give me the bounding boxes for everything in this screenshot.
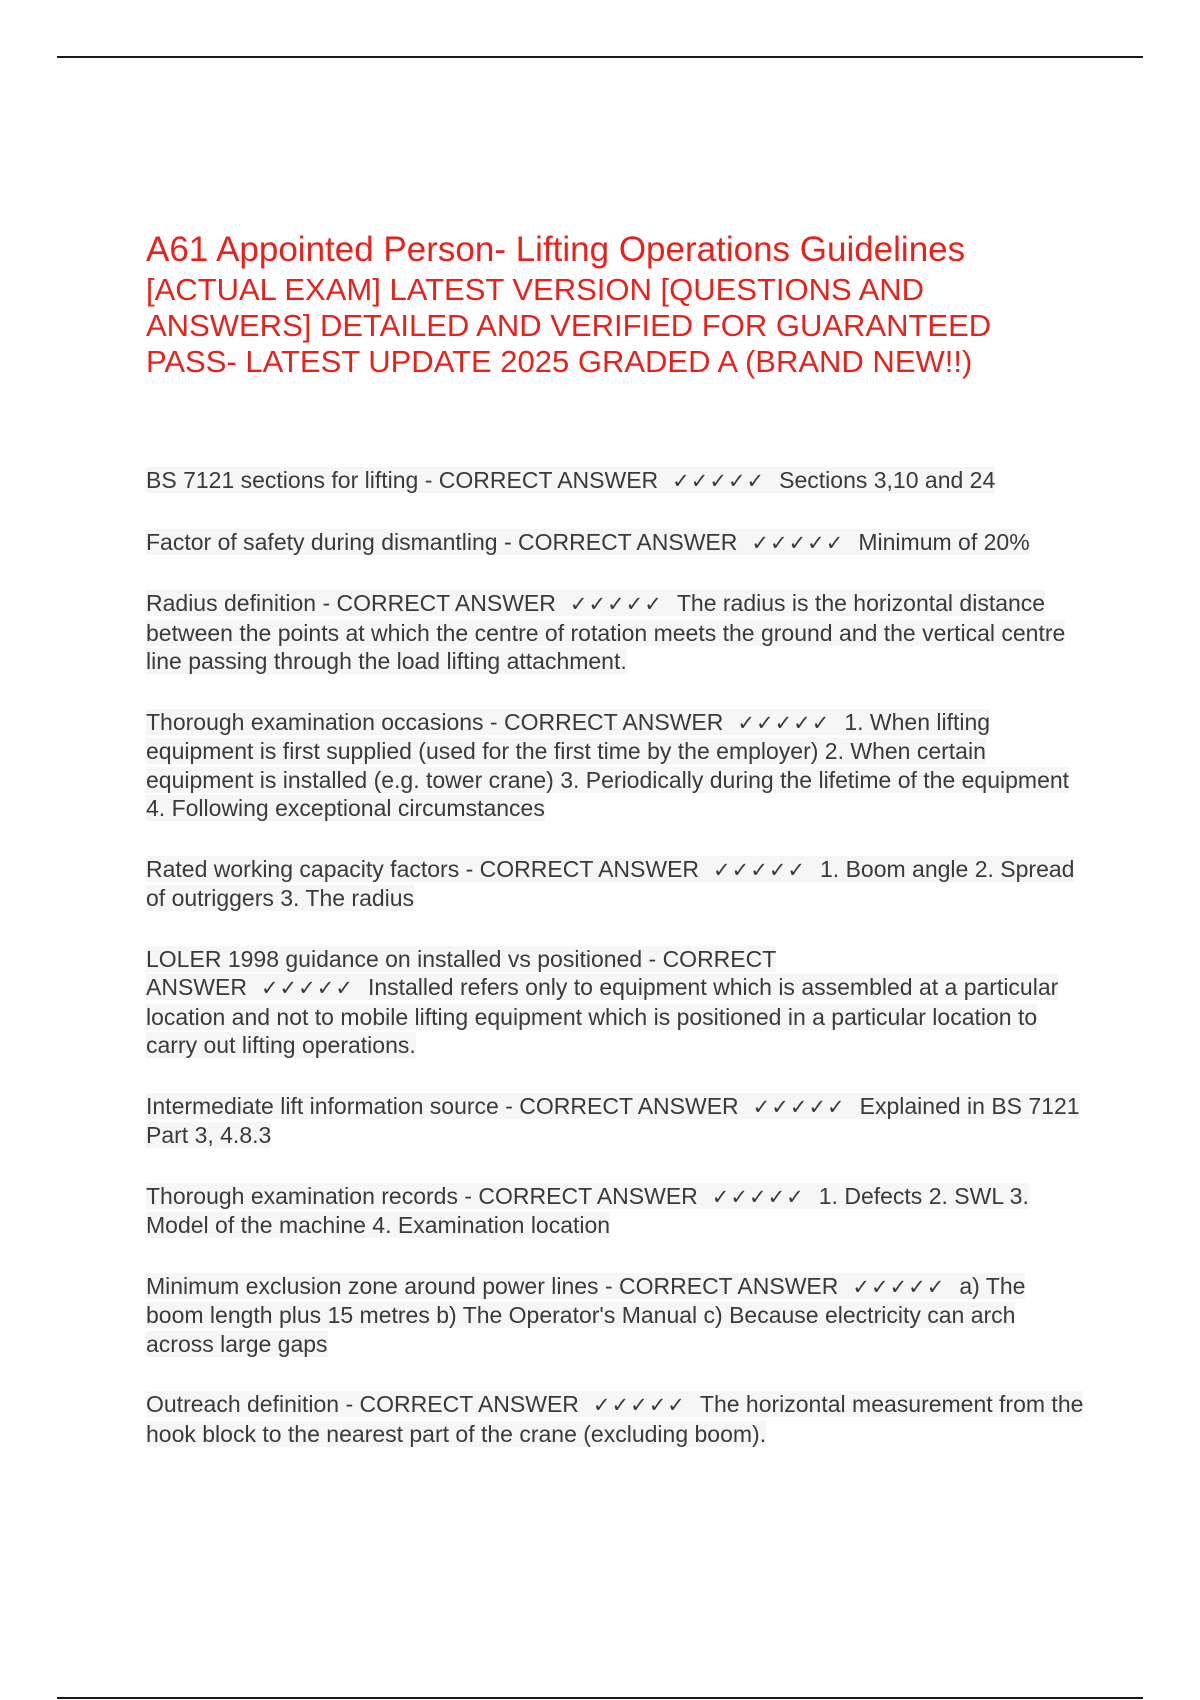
correct-answer-label: - CORRECT ANSWER [418, 467, 659, 493]
qa-item [146, 1092, 1086, 1150]
checkmarks-icon: ✓✓✓✓✓ [752, 1094, 846, 1119]
checkmarks-icon: ✓✓✓✓✓ [711, 1184, 805, 1209]
top-rule [57, 56, 1143, 58]
qa-item [146, 855, 1086, 913]
document-title [146, 228, 1086, 380]
qa-item [146, 1182, 1086, 1240]
qa-question: BS 7121 sections for lifting [146, 467, 419, 493]
qa-answer: The horizontal measurement from the hook block to the nearest part of the crane (excluding boom). [146, 1391, 1084, 1447]
qa-item [146, 589, 1086, 676]
correct-answer-label: - CORRECT ANSWER [483, 708, 724, 735]
qa-question: Minimum exclusion zone around power lines [146, 1272, 599, 1299]
qa-item [146, 1390, 1086, 1448]
qa-item [146, 528, 1086, 558]
correct-answer-label: - CORRECT ANSWER [498, 1092, 739, 1119]
qa-answer: The radius is the horizontal distance between the points at which the centre of rotation meets the ground and the vertical centre line passing through the load lifting attachment. [146, 590, 1066, 674]
checkmarks-icon: ✓✓✓✓✓ [713, 857, 807, 882]
qa-question: Factor of safety during dismantling [146, 528, 498, 555]
title-main: A61 Appointed Person- Lifting Operations Guidelines [146, 230, 966, 269]
correct-answer-label: - CORRECT ANSWER [497, 528, 738, 555]
bottom-rule [57, 1697, 1143, 1699]
qa-question: Radius definition [146, 590, 317, 616]
correct-answer-label: - CORRECT ANSWER [459, 855, 700, 882]
correct-answer-label: - CORRECT ANSWER [316, 590, 556, 616]
correct-answer-label: - CORRECT ANSWER [146, 945, 776, 1000]
qa-answer: 1. When lifting equipment is first supplied (used for the first time by the employer) 2. When certain equipment is installed (e.g. tower crane) 3. Periodically during the lifetime of the equipment 4. Following exceptional circumstances [146, 708, 1070, 821]
qa-item [146, 1272, 1086, 1359]
title-subtitle: [ACTUAL EXAM] LATEST VERSION [QUESTIONS AND ANSWERS] DETAILED AND VERIFIED FOR GUARANTEED PASS- LATEST UPDATE 2025 GRADED A (BRAND NEW!!) [146, 272, 992, 379]
qa-question: Outreach definition [146, 1391, 340, 1417]
qa-question: LOLER 1998 guidance on installed vs positioned [146, 945, 643, 972]
qa-answer: 1. Defects 2. SWL 3. Model of the machine 4. Examination location [146, 1182, 1029, 1238]
checkmarks-icon: ✓✓✓✓✓ [592, 1393, 686, 1417]
qa-item [146, 708, 1086, 823]
checkmarks-icon: ✓✓✓✓✓ [852, 1274, 946, 1299]
qa-list [146, 466, 1086, 1480]
qa-answer: Sections 3,10 and 24 [779, 467, 996, 493]
qa-answer: Minimum of 20% [858, 528, 1030, 555]
checkmarks-icon: ✓✓✓✓✓ [260, 976, 354, 1000]
qa-item [146, 466, 1086, 496]
checkmarks-icon: ✓✓✓✓✓ [569, 592, 663, 616]
checkmarks-icon: ✓✓✓✓✓ [737, 710, 831, 735]
qa-answer: Installed refers only to equipment which is assembled at a particular location and not to mobile lifting equipment which is positioned in a particular location to carry out lifting operations. [146, 974, 1059, 1058]
correct-answer-label: - CORRECT ANSWER [457, 1182, 698, 1209]
qa-question: Thorough examination records [146, 1182, 458, 1209]
correct-answer-label: - CORRECT ANSWER [598, 1272, 839, 1299]
qa-item [146, 945, 1086, 1060]
qa-answer: Explained in BS 7121 Part 3, 4.8.3 [146, 1092, 1080, 1148]
qa-answer: a) The boom length plus 15 metres b) The Operator's Manual c) Because electricity can arch across large gaps [146, 1272, 1026, 1357]
qa-answer: 1. Boom angle 2. Spread of outriggers 3. The radius [146, 855, 1075, 911]
checkmarks-icon: ✓✓✓✓✓ [672, 469, 766, 493]
qa-question: Rated working capacity factors [146, 855, 460, 882]
checkmarks-icon: ✓✓✓✓✓ [751, 530, 845, 555]
qa-question: Intermediate lift information source [146, 1092, 499, 1119]
qa-question: Thorough examination occasions [146, 708, 484, 735]
correct-answer-label: - CORRECT ANSWER [339, 1391, 579, 1417]
